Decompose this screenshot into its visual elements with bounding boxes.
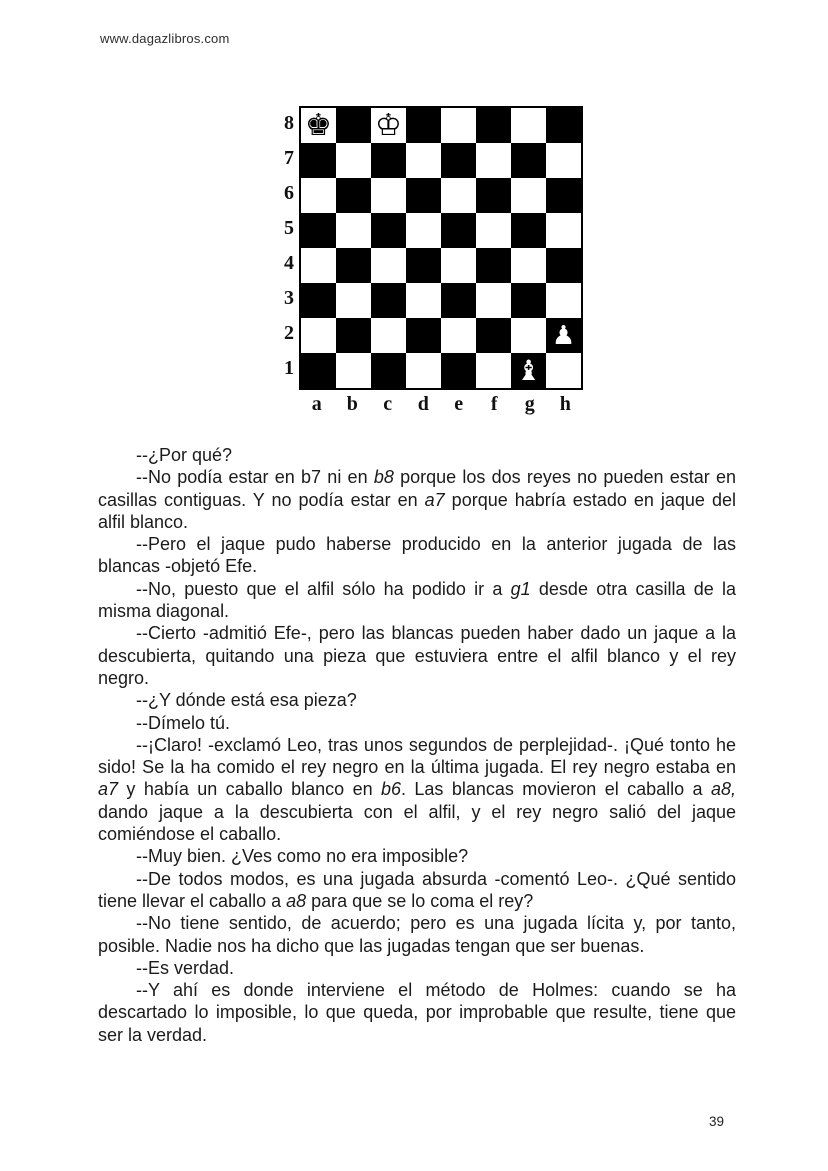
- board-square-f4: [476, 248, 511, 283]
- file-label-a: a: [311, 393, 322, 415]
- board-square-h1: [546, 353, 581, 388]
- dialogue-paragraph-6: [98, 689, 736, 711]
- board-square-e7: [441, 143, 476, 178]
- rank-labels: [281, 106, 299, 390]
- text-segment: --Cierto -admitió Efe-, pero las blancas pueden haber dado un jaque a la descubierta, quitando una pieza que estuviera entre el alfil blanco y el rey negro.: [98, 623, 736, 688]
- board-square-e4: [441, 248, 476, 283]
- italic-text-segment: b8: [373, 467, 394, 488]
- page-number: 39: [708, 1114, 724, 1129]
- text-segment: . Las blancas movieron el caballo a: [401, 779, 711, 800]
- board-square-a8: [301, 108, 336, 143]
- text-segment: porque los dos reyes no pueden estar en casillas contiguas. Y no podía estar en: [98, 467, 737, 510]
- board-square-a3: [301, 283, 336, 318]
- board-square-g6: [511, 178, 546, 213]
- text-segment: para que se lo coma el rey?: [306, 890, 534, 911]
- dialogue-paragraph-5: [98, 622, 736, 689]
- white-pawn-icon: ♟: [551, 320, 576, 351]
- dialogue-paragraph-9: [98, 845, 736, 867]
- rank-label-7: 7: [284, 147, 294, 169]
- dialogue-paragraph-2: [98, 466, 736, 533]
- board-square-e5: [441, 213, 476, 248]
- text-segment: --No, puesto que el alfil sólo ha podido ir a: [136, 578, 511, 599]
- dialogue-paragraph-3: [98, 533, 736, 578]
- board-square-d8: [406, 108, 441, 143]
- board-square-g2: [511, 318, 546, 353]
- text-segment: y había un caballo blanco en: [118, 779, 381, 800]
- dialogue-paragraph-8: [98, 734, 736, 845]
- text-segment: --Es verdad.: [136, 957, 235, 978]
- dialogue-paragraph-4: [98, 578, 736, 623]
- board-square-c4: [371, 248, 406, 283]
- board-square-f3: [476, 283, 511, 318]
- board-square-c6: [371, 178, 406, 213]
- rank-label-8: 8: [284, 112, 294, 134]
- board-square-b3: [336, 283, 371, 318]
- file-label-f: f: [490, 393, 498, 415]
- board-square-b5: [336, 213, 371, 248]
- board-square-f7: [476, 143, 511, 178]
- header-url: www.dagazlibros.com: [100, 31, 230, 46]
- rank-label-2: 2: [284, 322, 294, 344]
- text-segment: --Pero el jaque pudo haberse producido en la anterior jugada de las blancas -objetó Efe.: [98, 534, 736, 577]
- text-segment: desde otra casilla de la misma diagonal.: [98, 578, 736, 622]
- text-segment: --Dímelo tú.: [136, 712, 231, 733]
- board-square-d7: [406, 143, 441, 178]
- text-segment: --Y ahí es donde interviene el método de Holmes: cuando se ha descartado lo imposible, lo que queda, por improbable que resulte, tiene que ser la verdad.: [98, 980, 736, 1045]
- board-square-h2: [546, 318, 581, 353]
- board-square-h7: [546, 143, 581, 178]
- italic-text-segment: a7: [424, 489, 445, 510]
- italic-text-segment: g1: [510, 578, 531, 599]
- chessboard-squares: [299, 106, 583, 390]
- board-square-a2: [301, 318, 336, 353]
- dialogue-paragraph-13: [98, 979, 736, 1046]
- board-square-c1: [371, 353, 406, 388]
- board-square-g1: [511, 353, 546, 388]
- board-square-e8: [441, 108, 476, 143]
- italic-text-segment: a8,: [710, 779, 736, 800]
- board-square-b1: [336, 353, 371, 388]
- dialogue-paragraph-11: [98, 912, 736, 957]
- text-segment: porque habría estado en jaque del alfil blanco.: [98, 489, 736, 532]
- file-labels: [299, 393, 583, 416]
- board-square-b8: [336, 108, 371, 143]
- board-square-e1: [441, 353, 476, 388]
- text-segment: --No tiene sentido, de acuerdo; pero es una jugada lícita y, por tanto, posible. Nadie nos ha dicho que las jugadas tengan que ser buenas.: [98, 913, 736, 956]
- board-square-d6: [406, 178, 441, 213]
- dialogue-paragraph-10: [98, 868, 736, 913]
- file-label-e: e: [454, 393, 464, 415]
- text-segment: dando jaque a la descubierta con el alfil, y el rey negro salió del jaque comiéndose el caballo.: [98, 801, 736, 845]
- text-segment: --No podía estar en b7 ni en: [136, 467, 374, 488]
- board-square-f8: [476, 108, 511, 143]
- board-square-c5: [371, 213, 406, 248]
- text-segment: --De todos modos, es una jugada absurda -comentó Leo-. ¿Qué sentido tiene llevar el caballo a: [98, 868, 736, 911]
- dialogue-text: [98, 444, 736, 1046]
- text-segment: --Muy bien. ¿Ves como no era imposible?: [136, 846, 469, 867]
- rank-label-6: 6: [284, 182, 294, 204]
- board-square-a4: [301, 248, 336, 283]
- board-square-d4: [406, 248, 441, 283]
- board-square-g5: [511, 213, 546, 248]
- rank-label-4: 4: [284, 252, 294, 274]
- board-square-b4: [336, 248, 371, 283]
- board-square-a7: [301, 143, 336, 178]
- italic-text-segment: b6: [380, 779, 402, 800]
- board-square-f1: [476, 353, 511, 388]
- white-king-icon: ♔: [375, 107, 402, 143]
- text-segment: --¿Por qué?: [136, 445, 233, 465]
- file-label-g: g: [524, 393, 535, 415]
- board-square-c3: [371, 283, 406, 318]
- file-label-d: d: [417, 393, 429, 415]
- board-square-f6: [476, 178, 511, 213]
- board-square-h5: [546, 213, 581, 248]
- board-square-d2: [406, 318, 441, 353]
- board-square-b7: [336, 143, 371, 178]
- rank-label-1: 1: [284, 357, 294, 379]
- board-square-g8: [511, 108, 546, 143]
- board-square-e6: [441, 178, 476, 213]
- black-king-icon: ♚: [305, 107, 332, 143]
- board-square-g4: [511, 248, 546, 283]
- board-square-g3: [511, 283, 546, 318]
- italic-text-segment: a8: [286, 890, 307, 911]
- board-square-d3: [406, 283, 441, 318]
- board-square-d1: [406, 353, 441, 388]
- white-bishop-icon: ♝: [515, 353, 542, 387]
- file-label-h: h: [559, 393, 571, 415]
- rank-label-5: 5: [284, 217, 294, 239]
- board-square-c8: [371, 108, 406, 143]
- board-square-h6: [546, 178, 581, 213]
- board-square-e3: [441, 283, 476, 318]
- chess-diagram: [281, 106, 583, 416]
- board-square-h8: [546, 108, 581, 143]
- rank-label-3: 3: [284, 287, 294, 309]
- text-segment: --¿Y dónde está esa pieza?: [136, 690, 357, 711]
- board-square-b6: [336, 178, 371, 213]
- dialogue-paragraph-12: [98, 957, 736, 979]
- board-square-c2: [371, 318, 406, 353]
- board-square-b2: [336, 318, 371, 353]
- board-square-h4: [546, 248, 581, 283]
- file-label-c: c: [383, 393, 393, 415]
- file-label-b: b: [346, 393, 358, 415]
- board-square-a1: [301, 353, 336, 388]
- board-square-a6: [301, 178, 336, 213]
- board-square-f5: [476, 213, 511, 248]
- board-square-a5: [301, 213, 336, 248]
- italic-text-segment: a7: [98, 779, 119, 800]
- board-square-f2: [476, 318, 511, 353]
- board-square-h3: [546, 283, 581, 318]
- board-square-g7: [511, 143, 546, 178]
- board-square-c7: [371, 143, 406, 178]
- dialogue-paragraph-7: [98, 712, 736, 734]
- text-segment: --¡Claro! -exclamó Leo, tras unos segundos de perplejidad-. ¡Qué tonto he sido! Se la ha comido el rey negro en la última jugada. El rey negro estaba en: [98, 734, 736, 778]
- board-square-d5: [406, 213, 441, 248]
- board-square-e2: [441, 318, 476, 353]
- dialogue-paragraph-1: [98, 444, 736, 466]
